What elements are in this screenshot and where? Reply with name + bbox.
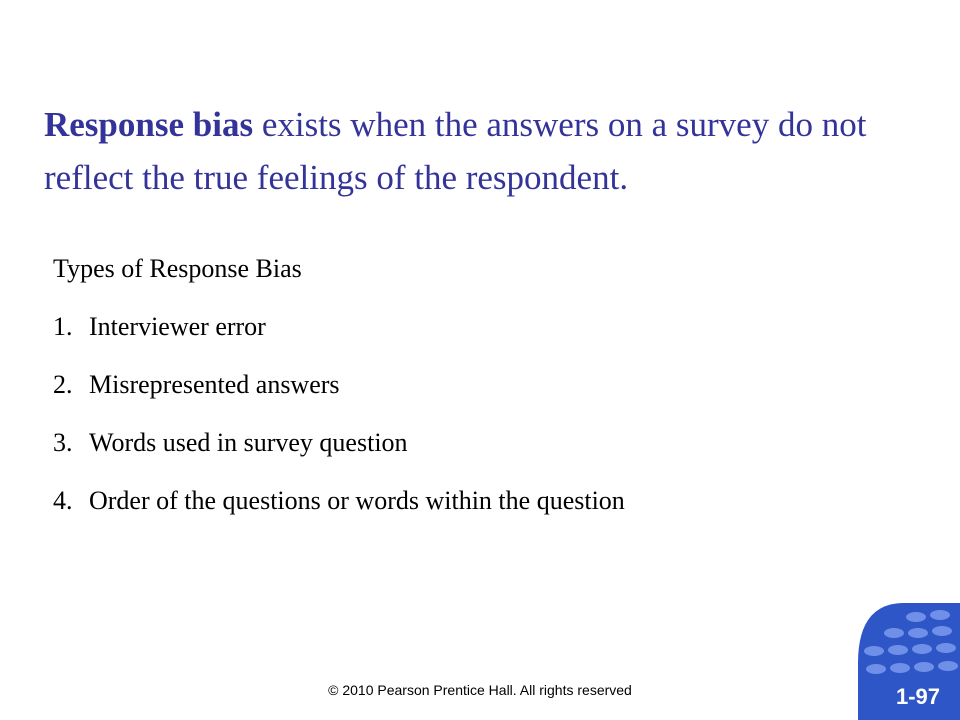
slide-number: 1-97: [895, 684, 940, 709]
definition-term: Response bias: [44, 105, 254, 144]
list-item-label: Words used in survey question: [89, 428, 408, 457]
list-item-label: Misrepresented answers: [89, 370, 340, 399]
types-list: [53, 308, 853, 540]
definition-text: exists when the answers on a survey do not reflect the true feelings of the respondent.: [44, 105, 867, 197]
list-item-number: 4.: [53, 486, 73, 515]
list-item-label: Order of the questions or words within the question: [89, 486, 625, 515]
list-item-number: 3.: [53, 428, 73, 457]
list-item: [53, 424, 853, 482]
list-item-label: Interviewer error: [89, 312, 266, 341]
list-item: [53, 308, 853, 366]
list-item: [53, 366, 853, 424]
response-bias-types: [53, 250, 853, 540]
list-item-number: 1.: [53, 312, 73, 341]
types-title: Types of Response Bias: [53, 254, 302, 283]
copyright-footer: © 2010 Pearson Prentice Hall. All rights reserved: [328, 682, 632, 698]
definition-paragraph: [44, 98, 924, 204]
list-item-number: 2.: [53, 370, 73, 399]
list-item: [53, 482, 853, 540]
